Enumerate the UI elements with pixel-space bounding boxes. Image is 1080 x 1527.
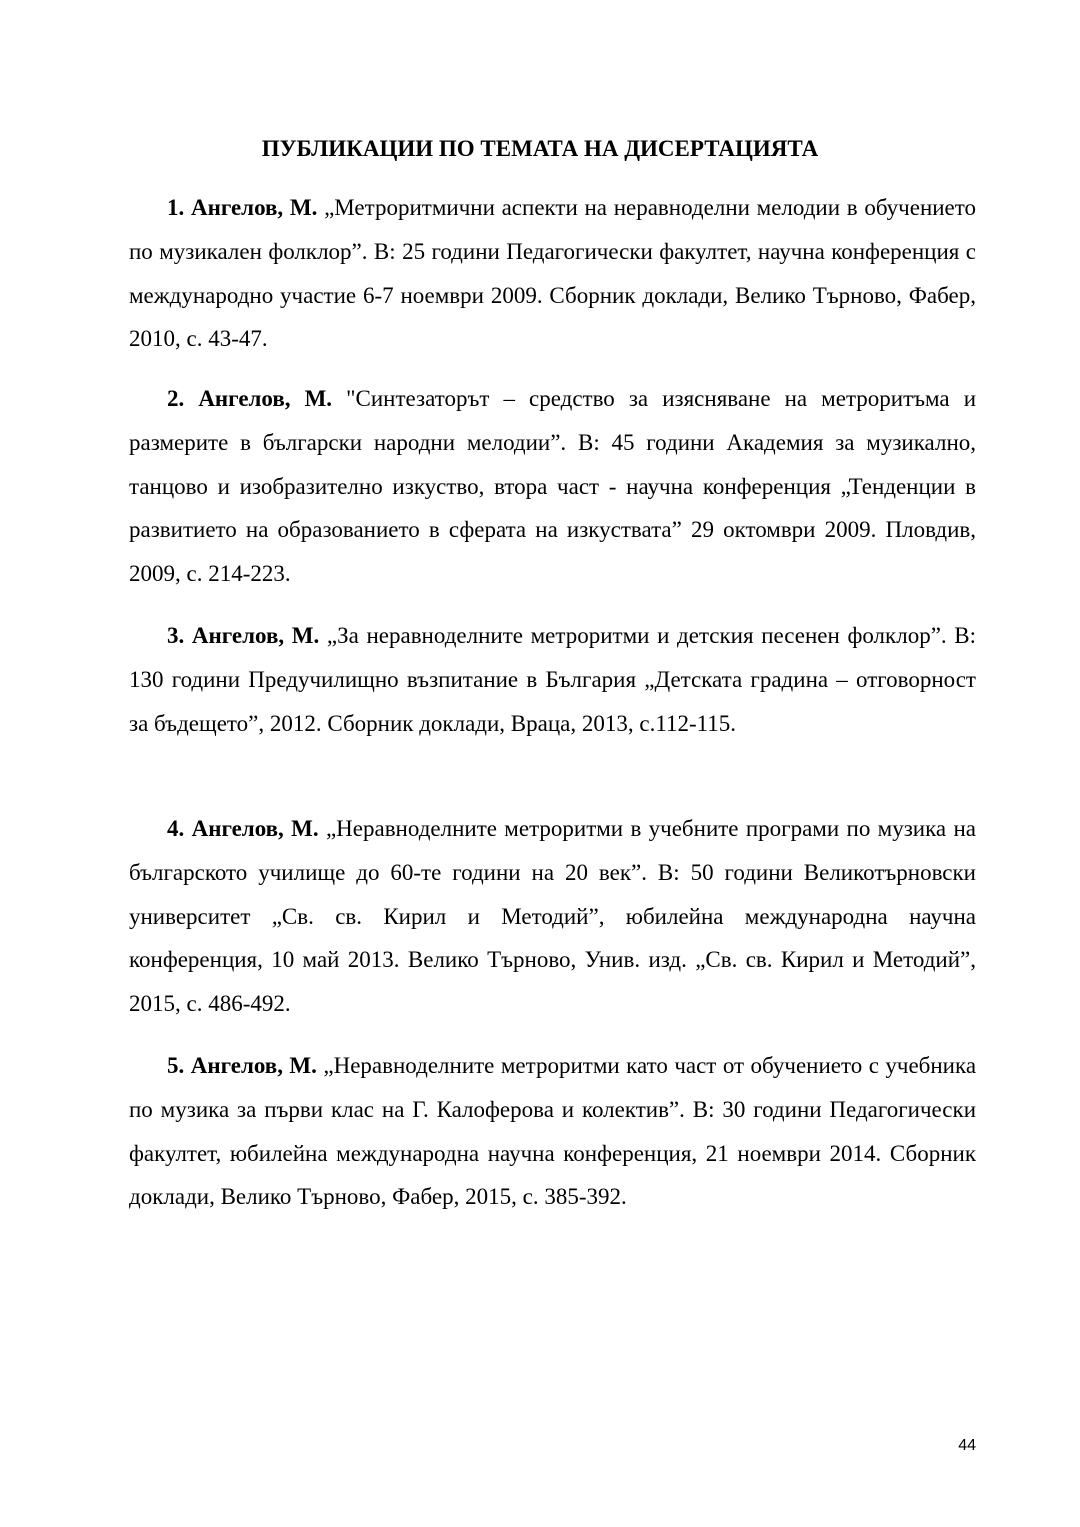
page-number: 44 (958, 1437, 976, 1454)
publication-item-3 (129, 614, 976, 745)
publication-text: „Неравноделните метроритми като част от обучението с учебника по музика за първи клас на Г. Калоферова и колектив”. В: 30 години Педагогически факултет, юбилейна международна научна конференция, 21 ноември 2014. Сборник доклади, Велико Търново, Фабер, 2015, с. 385-392. (129, 1053, 977, 1210)
publication-number: 5. (167, 1053, 185, 1078)
publication-item-5 (129, 1044, 976, 1219)
publication-item-2 (129, 377, 976, 596)
publication-number: 4. (167, 816, 185, 841)
publication-number: 3. (167, 623, 185, 648)
page-title: ПУБЛИКАЦИИ ПО ТЕМАТА НА ДИСЕРТАЦИЯТА (261, 136, 819, 161)
publication-number: 1. (167, 195, 185, 220)
publication-author: Ангелов, М. (190, 195, 318, 220)
publication-number: 2. (167, 386, 185, 411)
publication-text: „Неравноделните метроритми в учебните програми по музика на българското училище до 60-те години на 20 век”. В: 50 години Великотърновски университет „Св. св. Кирил и Методий”, юбилейна международна научна конференция, 10 май 2013. Велико Търново, Унив. изд. „Св. св. Кирил и Методий”, 2015, с. 486-492. (129, 816, 977, 1017)
publication-author: Ангелов, М. (198, 386, 333, 411)
publication-author: Ангелов, М. (190, 1053, 317, 1078)
publication-item-1 (129, 186, 976, 361)
publication-text: „За неравноделните метроритми и детския песенен фолклор”. В: 130 години Предучилищно възпитание в България „Детската градина – отговорност за бъдещето”, 2012. Сборник доклади, Враца, 2013, с.112-115. (129, 623, 977, 736)
publication-item-4 (129, 807, 976, 1026)
publication-author: Ангелов, М. (191, 623, 320, 648)
publication-author: Ангелов, М. (191, 816, 319, 841)
publication-text: "Синтезаторът – средство за изясняване на метроритъма и размерите в български народни мелодии”. В: 45 години Академия за музикално, танцово и изобразително изкуство, втора част - научна конференция „Тенденции в развитието на образованието в сферата на изкуствата” 29 октомври 2009. Пловдив, 2009, с. 214-223. (129, 386, 977, 587)
publication-text: „Метроритмични аспекти на неравноделни мелодии в обучението по музикален фолклор”. В: 25 години Педагогически факултет, научна конференция с международно участие 6-7 ноември 2009. Сборник доклади, Велико Търново, Фабер, 2010, с. 43-47. (129, 195, 977, 352)
